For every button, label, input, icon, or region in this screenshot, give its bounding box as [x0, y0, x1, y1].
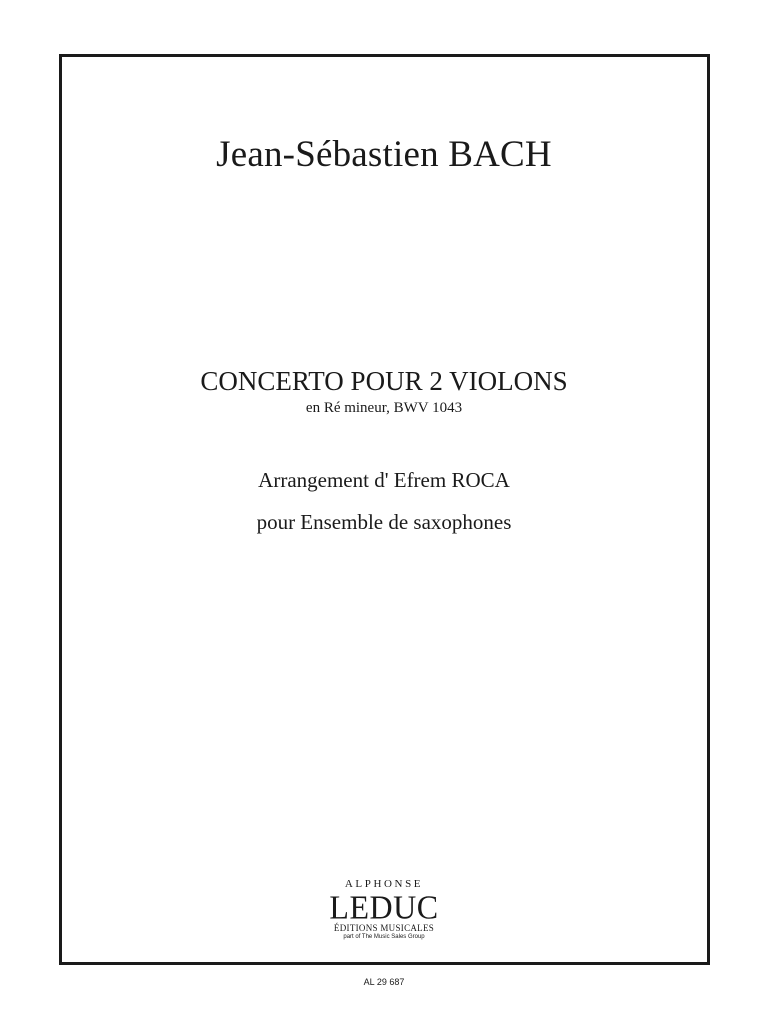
work-subtitle: en Ré mineur, BWV 1043	[305, 400, 463, 416]
composer-name: Jean-Sébastien BACH	[216, 134, 552, 175]
publisher-line-editions: ÉDITIONS MUSICALES	[333, 923, 435, 933]
publisher-line-group: part of The Music Sales Group	[343, 934, 425, 940]
publisher-line-leduc: LEDUC	[329, 888, 439, 926]
work-title: CONCERTO POUR 2 VIOLONS	[200, 366, 568, 396]
publisher-logo	[0, 879, 768, 940]
instrumentation: pour Ensemble de saxophones	[256, 510, 512, 534]
arranger-credit: Arrangement d' Efrem ROCA	[258, 468, 510, 492]
catalog-number: AL 29 687	[363, 977, 405, 987]
publisher-line-alphonse: ALPHONSE	[344, 878, 424, 890]
